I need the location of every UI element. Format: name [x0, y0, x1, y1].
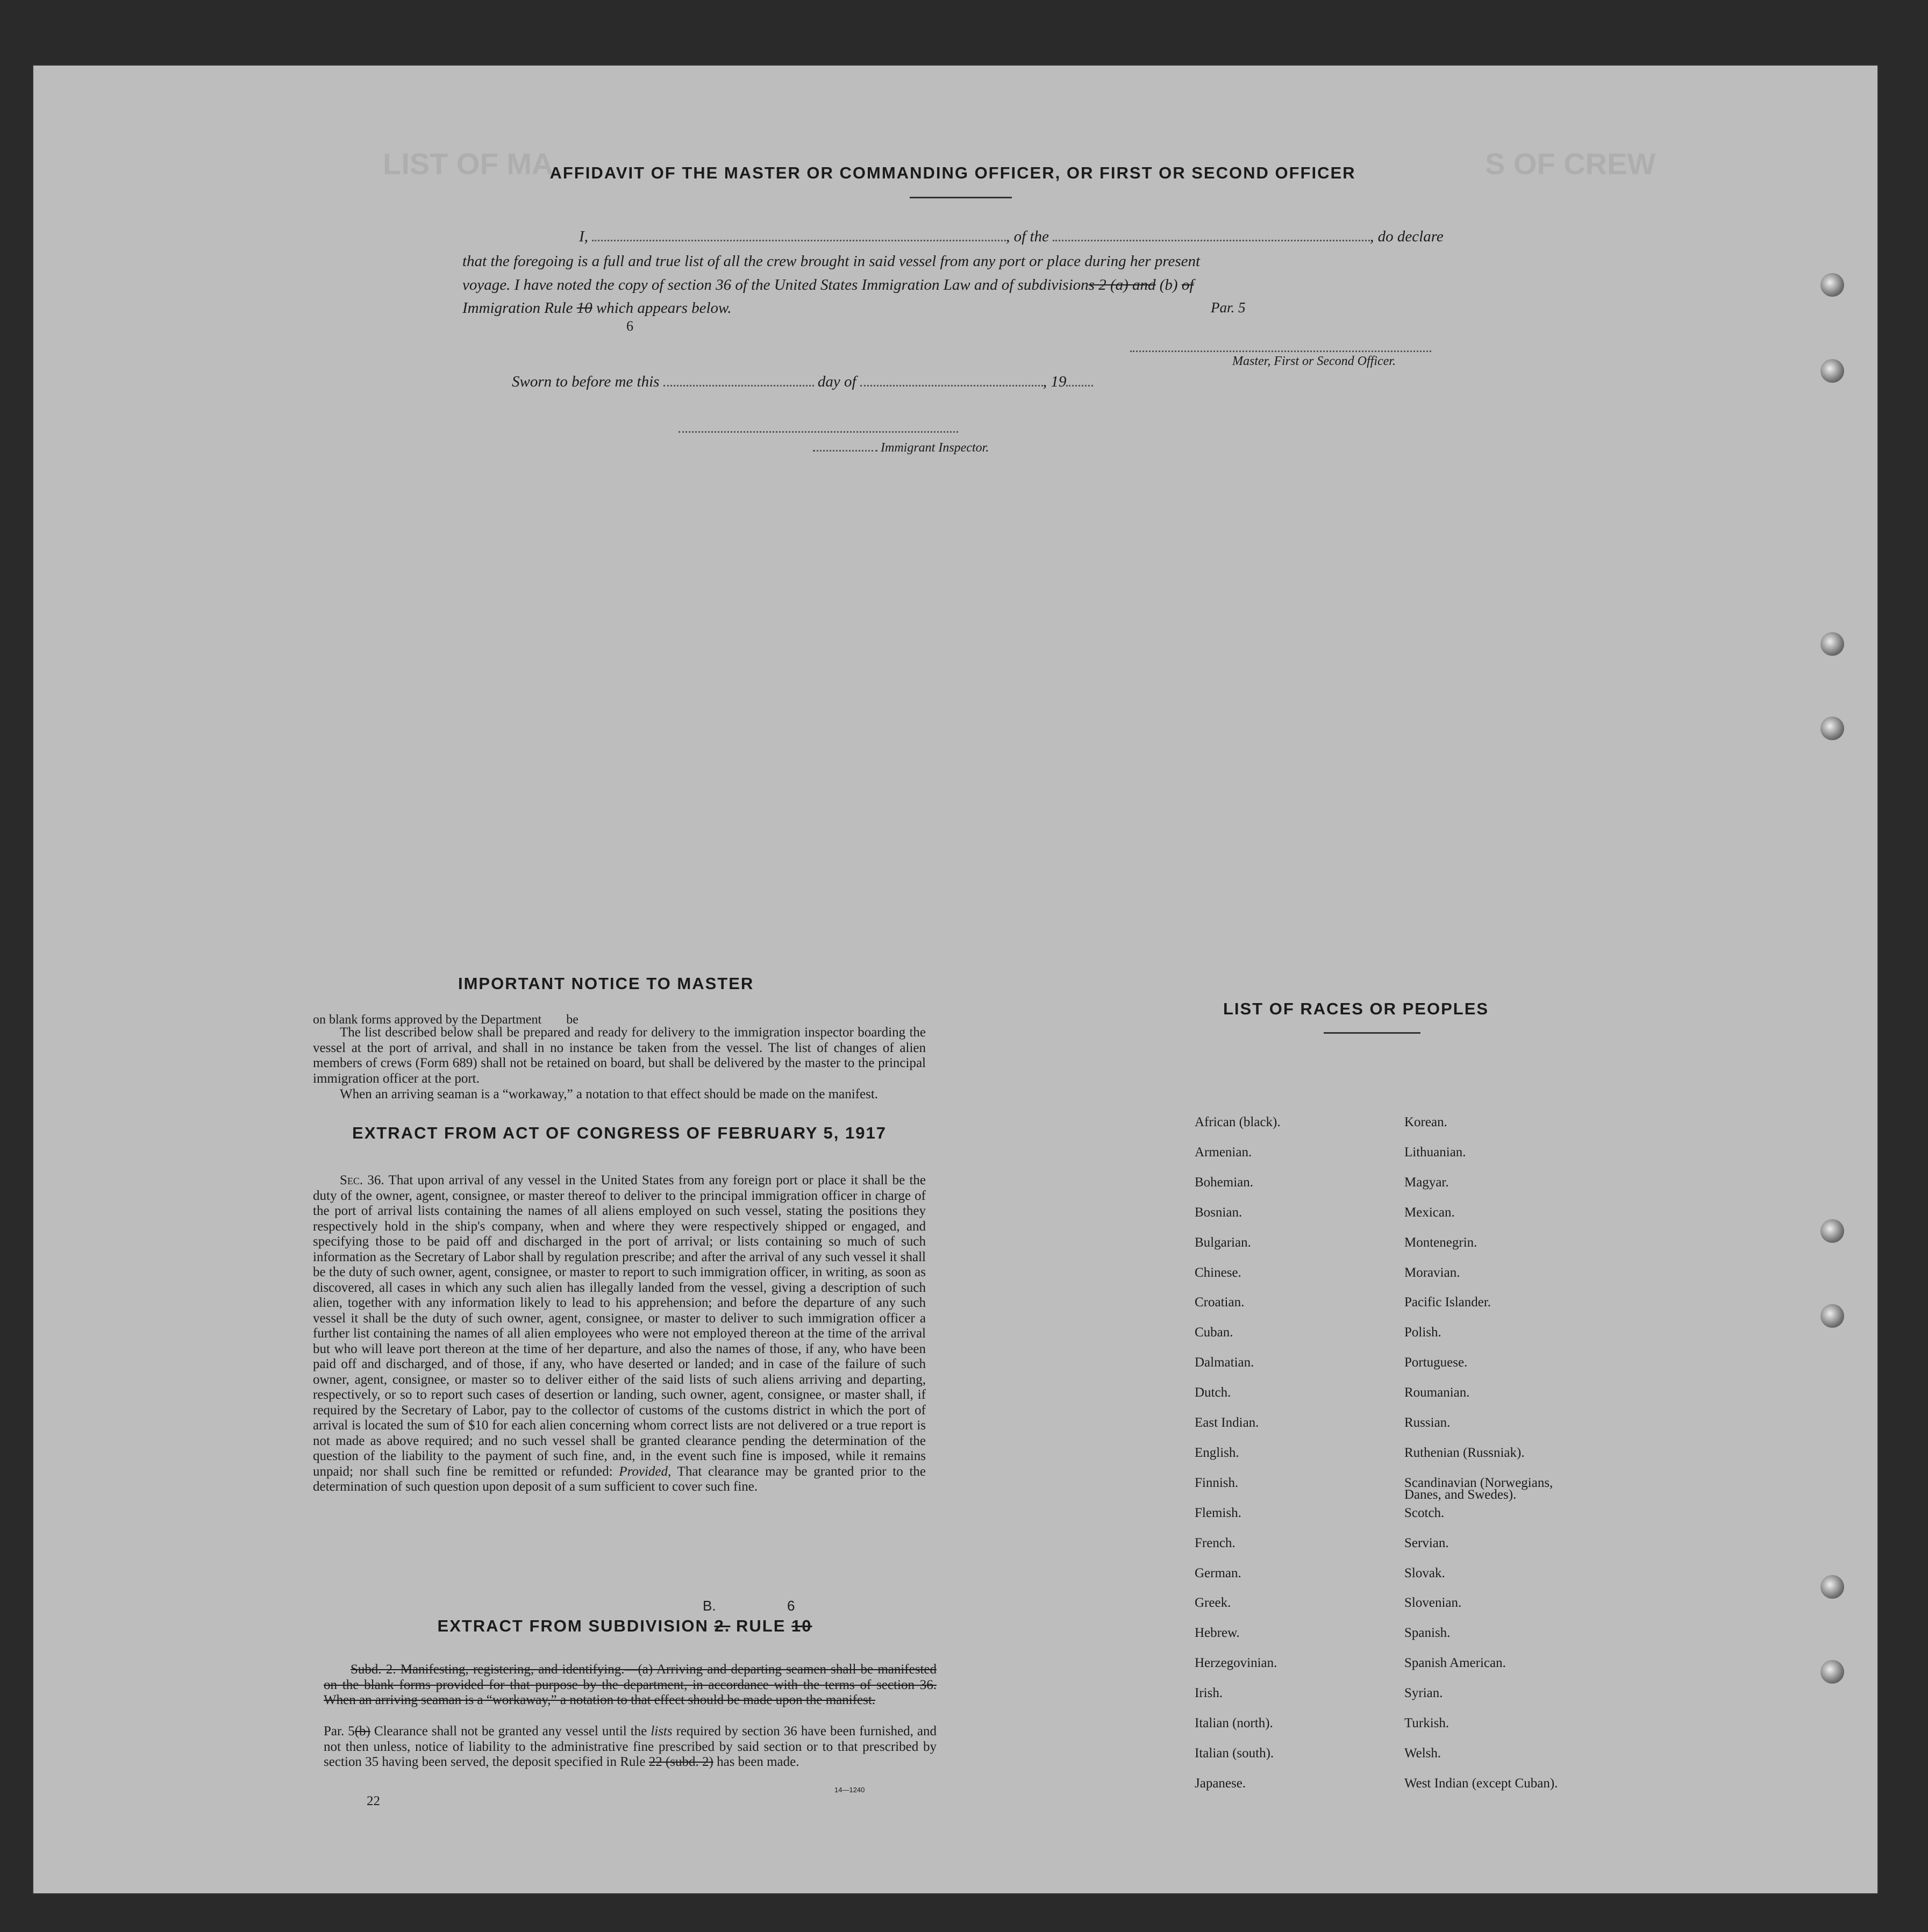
- notice-text-1: The list described below shall be prepared and ready for delivery to the immigration inspector boarding the vessel at the port of arrival, and shall in no instance be taken from the vessel. The list of changes of alien members of crews (Form 689) shall not be retained on board, but shall be delivered by the master to the principal immigration officer at the port.: [313, 1025, 926, 1086]
- race-scandinavian-continued: Danes, and Swedes).: [1404, 1487, 1517, 1502]
- race-col1-item: Croatian.: [1195, 1295, 1245, 1310]
- race-col1-item: Bohemian.: [1195, 1175, 1254, 1190]
- act-text-end: That clearance may be granted prior to the determination of such question upon deposit of a sum sufficient to cover such fine.: [313, 1464, 926, 1494]
- race-col1-item: Herzegovinian.: [1195, 1656, 1277, 1671]
- race-col1-item: Italian (south).: [1195, 1745, 1274, 1761]
- affidavit-line1: [579, 228, 1444, 246]
- rule-lists: lists: [651, 1724, 673, 1738]
- vessel-blank: [1053, 240, 1370, 241]
- race-col1-item: Japanese.: [1195, 1776, 1246, 1791]
- race-col2-item: Roumanian.: [1404, 1385, 1470, 1400]
- race-col2-item: Ruthenian (Russniak).: [1404, 1445, 1525, 1460]
- race-col2-item: Syrian.: [1404, 1686, 1443, 1701]
- month-blank: [860, 385, 1043, 387]
- notice-annotation-text: on blank forms approved by the Department: [313, 1013, 542, 1027]
- race-col1-item: Finnish.: [1195, 1475, 1239, 1490]
- race-col2-item: Montenegrin.: [1404, 1235, 1477, 1250]
- affidavit-line2: that the foregoing is a full and true list of all the crew brought in said vessel from any port or place during her present: [462, 253, 1201, 270]
- binder-hole: [1820, 717, 1844, 740]
- race-col1-item: Italian (north).: [1195, 1716, 1273, 1730]
- rule-par-label: Par. 5: [324, 1724, 355, 1738]
- notice-text-2: When an arriving seaman is a “workaway,” a notation to that effect should be made on the manifest.: [340, 1087, 879, 1101]
- rule-text-a: Clearance shall not be granted any vessel until the: [374, 1724, 647, 1738]
- race-col1-item: Hebrew.: [1195, 1626, 1240, 1641]
- act-title: EXTRACT FROM ACT OF CONGRESS OF FEBRUARY 5, 1917: [352, 1124, 887, 1142]
- race-col1-item: Dutch.: [1195, 1385, 1231, 1400]
- affidavit-line4-text: Immigration Rule: [462, 299, 573, 317]
- binder-hole: [1820, 1304, 1844, 1328]
- signature-label: Master, First or Second Officer.: [1232, 354, 1396, 368]
- race-col2-item: Moravian.: [1404, 1265, 1460, 1280]
- rule-text-c: has been made.: [717, 1755, 799, 1769]
- races-title: LIST OF RACES OR PEOPLES: [1223, 999, 1489, 1018]
- affidavit-declare: , do declare: [1370, 228, 1444, 245]
- inspector-line: [679, 431, 958, 433]
- affidavit-line3: [462, 276, 1194, 294]
- year-blank: [1066, 385, 1093, 387]
- rule-text-b: required by section 36 have been furnished, and not then unless, notice of liability to the administrative fine prescribed by said section or to that prescribed by section 35 having been served, the deposit specified in Rule: [324, 1724, 937, 1769]
- rule-title-struck-2: 10: [791, 1616, 812, 1635]
- race-col1-item: African (black).: [1195, 1115, 1281, 1129]
- race-col2-item: Magyar.: [1404, 1175, 1449, 1190]
- inspector-label-text: Immigrant Inspector.: [881, 441, 989, 455]
- rule-title-struck-1: 2.: [714, 1616, 731, 1635]
- race-col2-item: Spanish American.: [1404, 1656, 1506, 1671]
- binder-hole: [1820, 359, 1844, 383]
- act-text-main: That upon arrival of any vessel in the United States from any foreign port or place it shall be the duty of the owner, agent, consignee, or master thereof to deliver to the principal immigration officer in charge of the port of arrival lists containing the names of all aliens employed on such vessel, stating the positions they respectively hold in the ship's company, when and where they were respectively shipped or engaged, and specifying those to be paid off and discharged in the port of arrival; or lists containing so much of such information as the Secretary of Labor shall by regulation prescribe; and after the arrival of any such vessel it shall be the duty of such owner, agent, consignee, or master to report to such immigration officer, in writing, as soon as discovered, all cases in which any such alien has illegally landed from the vessel, giving a description of such alien, together with any information likely to lead to his apprehension; and before the departure of any such vessel it shall be the duty of such owner, agent, consignee, or master to deliver to such immigration officer a further list containing the names of all alien employees who were not employed thereon at the time of the arrival but who will leave port thereon at the time of her departure, and also the names of those, if any, who have been paid off and discharged, and of those, if any, who have deserted or landed; and in case of the failure of such owner, agent, consignee, or master so to deliver either of the said lists of such aliens arriving and departing, respectively, or so to report such cases of desertion or landing, such owner, agent, consignee, or master shall, if required by the Secretary of Labor, pay to the collector of customs of the customs district in which the port of arrival is located the sum of $10 for each alien concerning whom correct lists are not delivered or a true report is not made as above required; and no such vessel shall be granted clearance pending the determination of the question of the liability to the payment of such fine, and, in the event such fine is imposed, while it remains unpaid; nor shall such fine be remitted or refunded:: [313, 1173, 926, 1479]
- race-col1-item: German.: [1195, 1565, 1241, 1580]
- race-col2-item: Slovak.: [1404, 1565, 1445, 1580]
- race-col2-item: West Indian (except Cuban).: [1404, 1776, 1558, 1791]
- binder-hole: [1820, 1660, 1844, 1684]
- name-blank: [592, 240, 1006, 241]
- rule-struck-ref: 22 (subd. 2): [648, 1755, 713, 1769]
- act-provided: Provided,: [619, 1464, 672, 1479]
- bleed-through-title-left: LIST OF MA: [383, 147, 554, 181]
- rule-annotation-b: B.: [703, 1598, 716, 1614]
- race-col1-item: Armenian.: [1195, 1144, 1252, 1160]
- race-col2-item: Polish.: [1404, 1325, 1441, 1340]
- rule-title-text: EXTRACT FROM SUBDIVISION: [437, 1616, 709, 1635]
- affidavit-title: AFFIDAVIT OF THE MASTER OR COMMANDING OFFICER, OR FIRST OR SECOND OFFICER: [549, 163, 1356, 182]
- race-col2-item: Spanish.: [1404, 1626, 1451, 1641]
- sworn-day-of: day of: [817, 373, 856, 390]
- race-col2-item: Pacific Islander.: [1404, 1295, 1491, 1310]
- form-number: 14—1240: [834, 1786, 865, 1794]
- act-text: [313, 1173, 926, 1495]
- race-col1-item: Chinese.: [1195, 1265, 1241, 1280]
- document-page: [32, 65, 1879, 1894]
- race-col1-item: Greek.: [1195, 1595, 1231, 1611]
- race-col1-item: Dalmatian.: [1195, 1355, 1254, 1370]
- rule-paragraph: [324, 1724, 937, 1770]
- day-blank: [663, 385, 814, 387]
- race-col2-item: Scotch.: [1404, 1505, 1445, 1520]
- binder-hole: [1820, 273, 1844, 297]
- affidavit-line4-struck: 10: [576, 299, 592, 317]
- race-col1-item: Bosnian.: [1195, 1205, 1243, 1220]
- bleed-through-title-right: S OF CREW: [1485, 147, 1656, 181]
- affidavit-line4: [462, 299, 732, 317]
- affidavit-line4-which: which appears below.: [596, 299, 732, 317]
- rule-par-struck: (b): [354, 1724, 370, 1738]
- affidavit-line3-of: of: [1181, 276, 1194, 294]
- handwritten-par: Par. 5: [1211, 299, 1246, 316]
- binder-hole: [1820, 1575, 1844, 1599]
- race-col1-item: Cuban.: [1195, 1325, 1233, 1340]
- race-col1-item: Bulgarian.: [1195, 1235, 1251, 1250]
- sworn-year: , 19: [1042, 373, 1067, 390]
- race-col2-item: Turkish.: [1404, 1716, 1449, 1730]
- race-col2-item: Portuguese.: [1404, 1355, 1468, 1370]
- handwritten-rule-number: 6: [626, 318, 633, 334]
- race-col1-item: Irish.: [1195, 1686, 1223, 1701]
- rule-title: [420, 1616, 829, 1636]
- binder-hole: [1820, 632, 1844, 656]
- notice-annotation-be: be: [566, 1013, 579, 1027]
- race-col1-item: English.: [1195, 1445, 1239, 1460]
- race-col1-item: French.: [1195, 1535, 1236, 1550]
- race-col2-item: Lithuanian.: [1404, 1144, 1466, 1160]
- rule-title-rule: RULE: [736, 1616, 786, 1635]
- race-col2-item: Slovenian.: [1404, 1595, 1462, 1611]
- race-col2-item: Mexican.: [1404, 1205, 1455, 1220]
- rule-struck-text: Subd. 2. Manifesting, registering, and identifying.—(a) Arriving and departing seamen shall be manifested on the blank forms provided for that purpose by the department, in accordance with the terms of section 36. When an arriving seaman is a “workaway,” a notation to that effect should be made upon the manifest.: [324, 1662, 937, 1707]
- sworn-text: Sworn to before me this: [512, 373, 660, 390]
- affidavit-title-rule: [910, 197, 1012, 198]
- affidavit-line3-text: voyage. I have noted the copy of section 36 of the United States Immigration Law and of subdivision: [462, 276, 1089, 294]
- inspector-dots: [813, 450, 877, 452]
- signature-line: [1130, 350, 1431, 352]
- affidavit-of-the: , of the: [1006, 228, 1049, 245]
- race-col1-item: Flemish.: [1195, 1505, 1241, 1520]
- sworn-line: [512, 373, 1093, 391]
- race-col1-item: East Indian.: [1195, 1415, 1259, 1430]
- act-section: Sec. 36.: [340, 1173, 384, 1187]
- inspector-label: [813, 441, 989, 455]
- race-col2-item: Servian.: [1404, 1535, 1449, 1550]
- affidavit-i: I,: [579, 228, 588, 245]
- affidavit-line3-b: (b): [1159, 276, 1178, 294]
- race-col2-item: Scandinavian (Norwegians,: [1404, 1475, 1553, 1490]
- rule-note-22: 22: [367, 1794, 380, 1808]
- notice-title: IMPORTANT NOTICE TO MASTER: [458, 974, 754, 993]
- race-col2-item: Korean.: [1404, 1115, 1447, 1129]
- races-title-rule: [1324, 1032, 1420, 1034]
- rule-annotation-6: 6: [787, 1598, 795, 1614]
- binder-hole: [1820, 1219, 1844, 1243]
- affidavit-line3-struck: s 2 (a) and: [1088, 276, 1156, 294]
- race-col2-item: Welsh.: [1404, 1745, 1441, 1761]
- race-col2-item: Russian.: [1404, 1415, 1451, 1430]
